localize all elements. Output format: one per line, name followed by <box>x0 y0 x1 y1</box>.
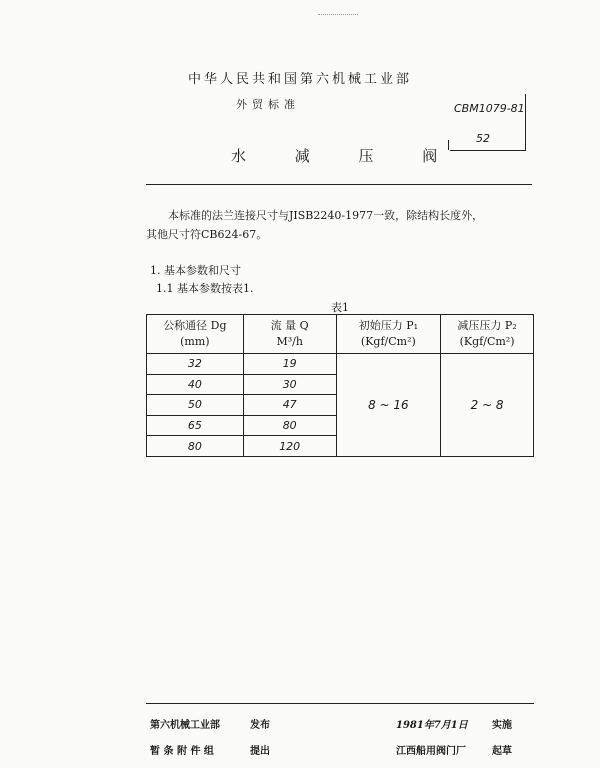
standard-code: CBM1079-81 <box>454 102 525 115</box>
table-caption: 表1 <box>331 301 349 314</box>
scan-artifact <box>318 14 358 15</box>
footer-issued-label: 发布 <box>250 720 270 731</box>
section-heading-1-1: 1.1 基本参数按表1. <box>156 282 254 295</box>
cell-flow: 47 <box>243 395 336 416</box>
section-heading-1: 1. 基本参数和尺寸 <box>150 264 241 277</box>
header-label: 初始压力 P₁ <box>358 319 419 332</box>
header-label: 流 量 Q <box>270 319 309 332</box>
table-row <box>147 354 534 375</box>
cell-diameter: 65 <box>147 415 244 436</box>
table-header-row <box>147 315 534 354</box>
document-title: 水 减 压 阀 <box>231 147 460 165</box>
ministry-name: 中华人民共和国第六机械工业部 <box>188 72 413 87</box>
header-unit: (Kgf/Cm²) <box>459 335 515 348</box>
cell-flow: 80 <box>243 415 336 436</box>
intro-paragraph <box>146 206 546 244</box>
cell-flow: 19 <box>243 354 336 375</box>
header-label: 公称通径 Dg <box>163 319 227 332</box>
standard-number-box <box>450 94 526 151</box>
footer-date: 1981年7月1日 <box>396 720 468 731</box>
cell-diameter: 80 <box>147 436 244 457</box>
footer-implemented-label: 实施 <box>492 720 512 731</box>
document-subtitle: 外贸标准 <box>236 98 300 111</box>
parameters-table <box>146 314 534 457</box>
intro-line-2: 其他尺寸符CB624-67。 <box>146 228 268 241</box>
cell-diameter: 50 <box>147 395 244 416</box>
footer-issuer: 第六机械工业部 <box>150 720 220 731</box>
intro-line-1: 本标准的法兰连接尺寸与JISB2240-1977一致，除结构长度外， <box>168 209 484 222</box>
footer-rule <box>146 703 534 704</box>
header-reduced-pressure <box>441 315 534 354</box>
cell-initial-pressure: 8 ~ 16 <box>336 354 440 457</box>
header-unit: (Kgf/Cm²) <box>360 335 416 348</box>
header-rule <box>146 184 532 185</box>
cell-diameter: 32 <box>147 354 244 375</box>
cell-flow: 30 <box>243 374 336 395</box>
footer-drafted-label: 起草 <box>492 746 512 757</box>
header-label: 减压压力 P₂ <box>457 319 517 332</box>
header-flow <box>243 315 336 354</box>
box-corner-mark <box>448 140 455 150</box>
cell-flow: 120 <box>243 436 336 457</box>
header-unit: (mm) <box>180 335 210 348</box>
cell-reduced-pressure: 2 ~ 8 <box>441 354 534 457</box>
header-initial-pressure <box>336 315 440 354</box>
footer-drafting-factory: 江西船用阀门厂 <box>396 746 466 757</box>
cell-diameter: 40 <box>147 374 244 395</box>
header-nominal-diameter <box>147 315 244 354</box>
footer-proposer: 暂 条 附 件 组 <box>150 746 214 757</box>
page-number: 52 <box>476 132 490 145</box>
header-unit: M³/h <box>276 335 303 348</box>
footer-proposed-label: 提出 <box>250 746 270 757</box>
